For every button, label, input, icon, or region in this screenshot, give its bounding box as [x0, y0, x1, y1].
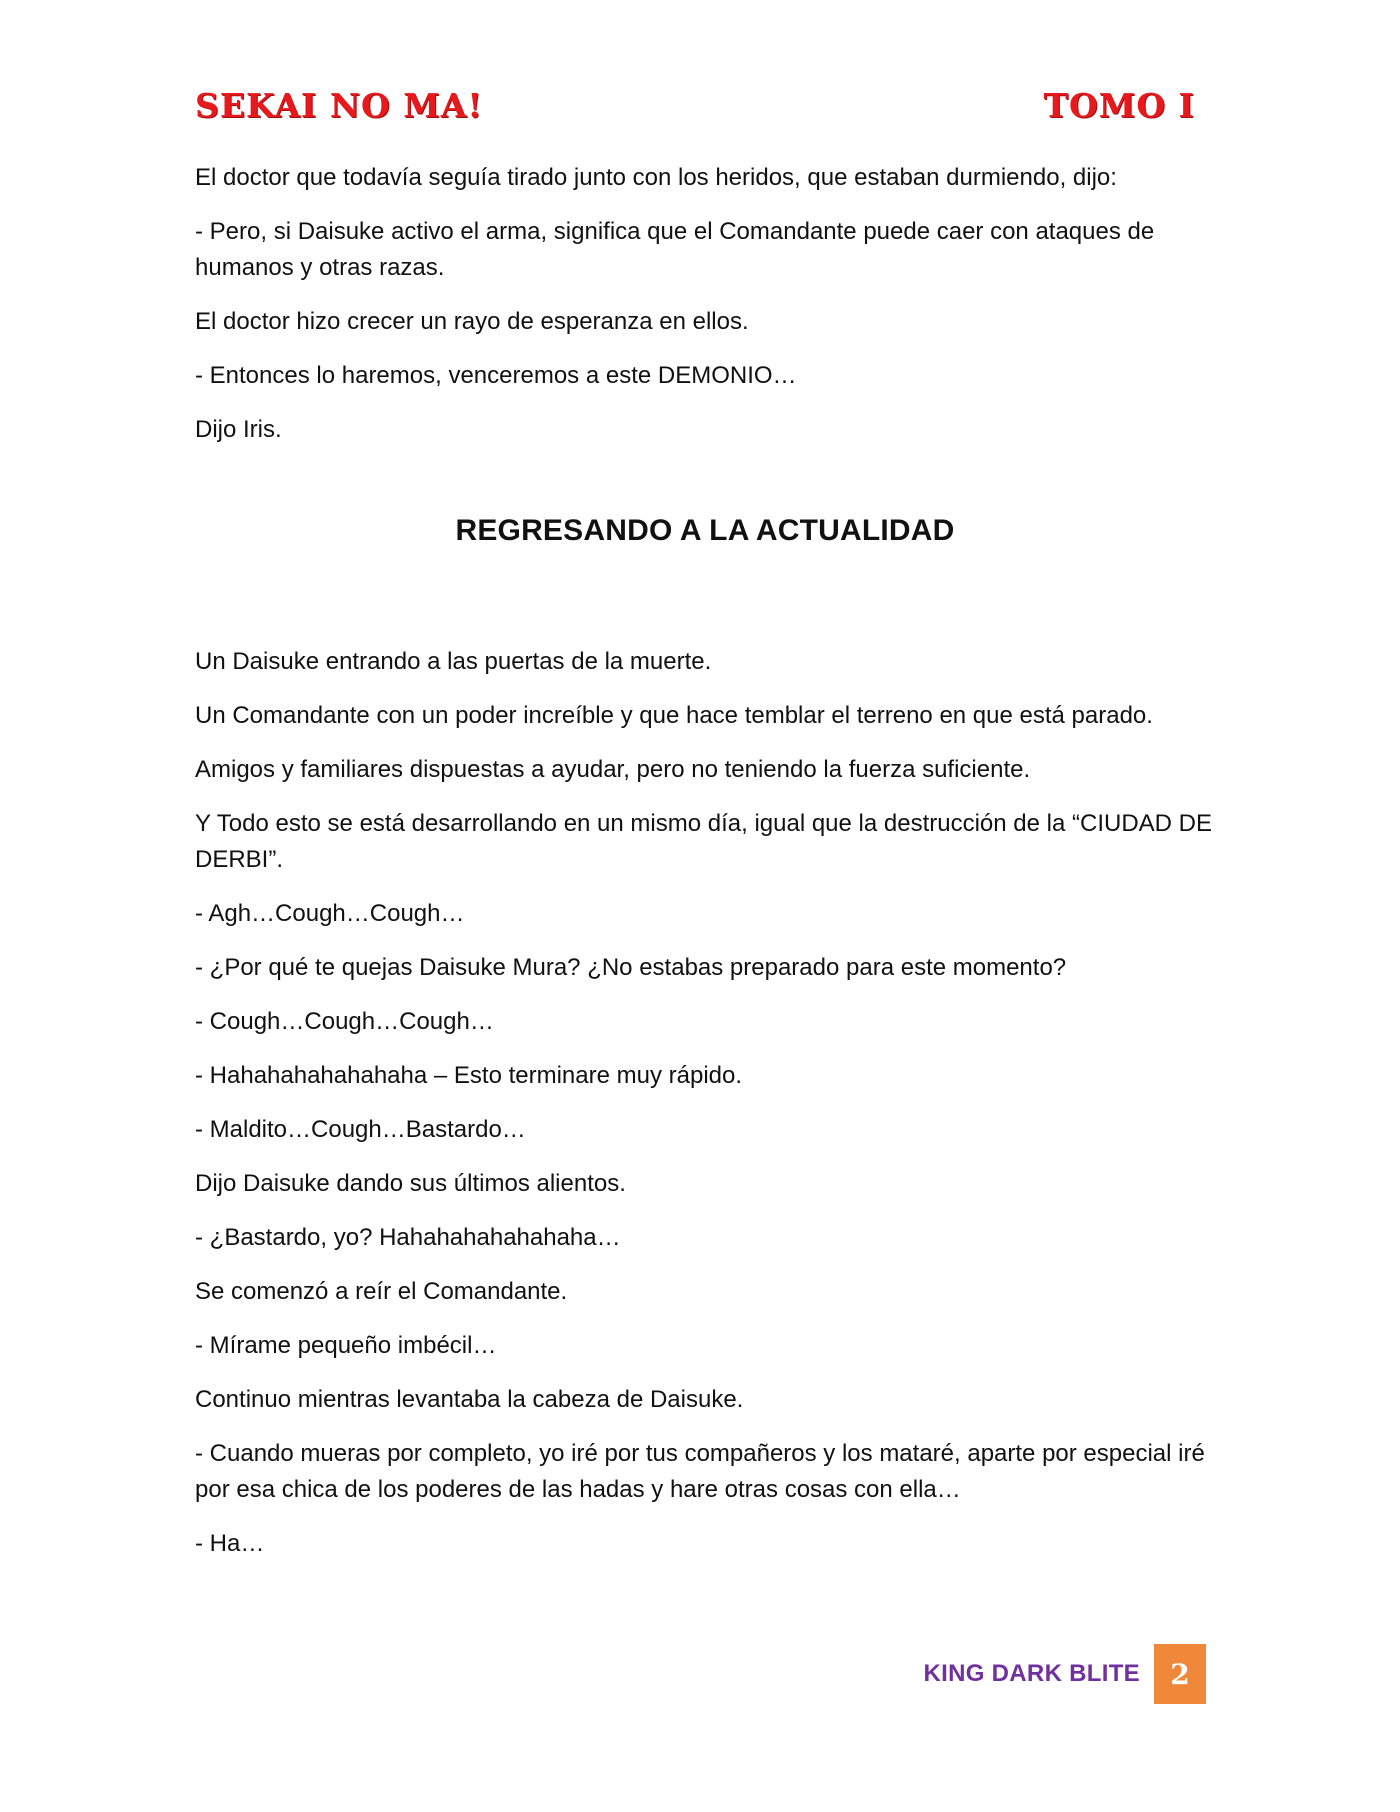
paragraph: - Entonces lo haremos, venceremos a este DEMONIO…	[195, 362, 797, 389]
paragraph: - Mírame pequeño imbécil…	[195, 1332, 497, 1359]
paragraph: Dijo Iris.	[195, 416, 282, 443]
paragraph: Continuo mientras levantaba la cabeza de Daisuke.	[195, 1386, 744, 1413]
paragraph: El doctor hizo crecer un rayo de esperanza en ellos.	[195, 308, 749, 335]
paragraph: Un Daisuke entrando a las puertas de la muerte.	[195, 648, 712, 675]
paragraph: - ¿Por qué te quejas Daisuke Mura? ¿No estabas preparado para este momento?	[195, 954, 1067, 981]
page-body	[195, 160, 1215, 1580]
paragraph: - Cuando mueras por completo, yo iré por tus compañeros y los mataré, aparte por especial iré por esa chica de los poderes de las hadas y hare otras cosas con ella…	[195, 1440, 1205, 1503]
book-title: SEKAI NO MA!	[195, 86, 483, 125]
page-number-badge: 2	[1154, 1644, 1206, 1704]
paragraph: - ¿Bastardo, yo? Hahahahahahahaha…	[195, 1224, 621, 1251]
paragraph: Dijo Daisuke dando sus últimos alientos.	[195, 1170, 626, 1197]
paragraph: Amigos y familiares dispuestas a ayudar, pero no teniendo la fuerza suficiente.	[195, 756, 1031, 783]
paragraph: - Pero, si Daisuke activo el arma, significa que el Comandante puede caer con ataques de humanos y otras razas.	[195, 218, 1155, 281]
paragraph: - Hahahahahahahaha – Esto terminare muy rápido.	[195, 1062, 743, 1089]
paragraph: Un Comandante con un poder increíble y que hace temblar el terreno en que está parado.	[195, 702, 1153, 729]
page-header	[195, 86, 1195, 136]
paragraph: - Maldito…Cough…Bastardo…	[195, 1116, 526, 1143]
paragraph: Se comenzó a reír el Comandante.	[195, 1278, 568, 1305]
author-name: KING DARK BLITE	[923, 1660, 1140, 1687]
paragraph: - Cough…Cough…Cough…	[195, 1008, 494, 1035]
page-footer	[924, 1644, 1207, 1704]
volume-label: TOMO I	[1043, 86, 1195, 125]
paragraph: - Agh…Cough…Cough…	[195, 900, 465, 927]
paragraph: Y Todo esto se está desarrollando en un mismo día, igual que la destrucción de la “CIUDAD DE DERBI”.	[195, 810, 1212, 873]
paragraph: El doctor que todavía seguía tirado junto con los heridos, que estaban durmiendo, dijo:	[195, 164, 1117, 191]
section-heading: REGRESANDO A LA ACTUALIDAD	[455, 514, 955, 547]
paragraph: - Ha…	[195, 1530, 265, 1557]
